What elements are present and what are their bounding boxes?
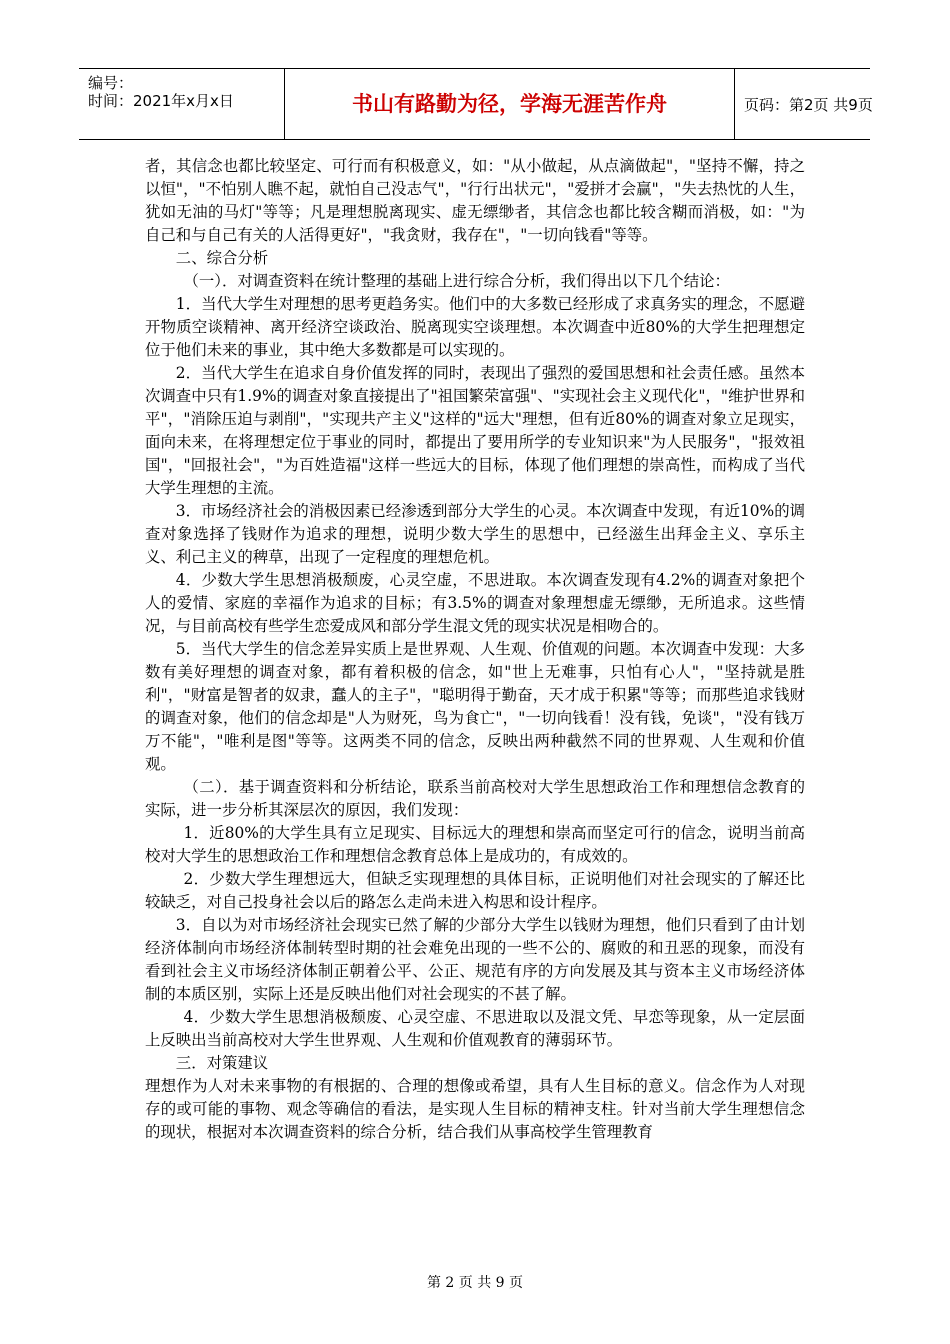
paragraph: 者，其信念也都比较坚定、可行而有积极意义，如："从小做起，从点滴做起"，"坚持不懈，持之以恒"，"不怕别人瞧不起，就怕自己没志气"，"行行出状元"，"爱拼才会赢"，"失去热忱的人生，犹如无油的马灯"等等；凡是理想脱离现实、虚无缥缈者，其信念也都比较含糊而消极，如："为自己和与自己有关的人活得更好"，"我贪财，我存在"，"一切向钱看"等等。 — [145, 157, 805, 244]
header-meta-cell — [79, 69, 284, 139]
paragraph: 1．当代大学生对理想的思考更趋务实。他们中的大多数已经形成了求真务实的理念，不愿避开物质空谈精神、离开经济空谈政治、脱离现实空谈理想。本次调查中近80%的大学生把理想定位于他们未来的事业，其中绝大多数都是可以实现的。 — [145, 295, 805, 359]
serial-label: 编号： — [88, 74, 134, 92]
date-label: 时间：2021年x月x日 — [88, 92, 234, 110]
paragraph: 1．近80%的大学生具有立足现实、目标远大的理想和崇高而坚定可行的信念，说明当前高校对大学生的思想政治工作和理想信念教育总体上是成功的，有成效的。 — [145, 824, 805, 865]
section-heading: 三．对策建议 — [175, 1054, 269, 1072]
paragraph: 3．市场经济社会的消极因素已经渗透到部分大学生的心灵。本次调查中发现，有近10%的调查对象选择了钱财作为追求的理想，说明少数大学生的思想中，已经滋生出拜金主义、享乐主义、利己主义的稗草，出现了一定程度的理想危机。 — [145, 502, 805, 566]
paragraph: 3．自以为对市场经济社会现实已然了解的少部分大学生以钱财为理想，他们只看到了由计划经济体制向市场经济体制转型时期的社会难免出现的一些不公的、腐败的和丑恶的现象，而没有看到社会主义市场经济体制正朝着公平、公正、规范有序的方向发展及其与资本主义市场经济体制的本质区别，实际上还是反映出他们对社会现实的不甚了解。 — [145, 916, 805, 1003]
paragraph: 理想作为人对未来事物的有根据的、合理的想像或希望，具有人生目标的意义。信念作为人对现存的或可能的事物、观念等确信的看法，是实现人生目标的精神支柱。针对当前大学生理想信念的现状，根据对本次调查资料的综合分析，结合我们从事高校学生管理教育 — [145, 1077, 805, 1141]
paragraph: （一）．对调查资料在统计整理的基础上进行综合分析，我们得出以下几个结论： — [183, 272, 730, 290]
page-header — [79, 68, 873, 140]
paragraph: 5．当代大学生的信念差异实质上是世界观、人生观、价值观的问题。本次调查中发现：大多数有美好理想的调查对象，都有着积极的信念，如"世上无难事，只怕有心人"，"坚持就是胜利"，"财富是智者的奴隶，蠢人的主子"，"聪明得于勤奋，天才成于积累"等等；而那些追求钱财的调查对象，他们的信念却是"人为财死，鸟为食亡"，"一切向钱看！没有钱，免谈"，"没有钱万万不能"，"唯利是图"等等。这两类不同的信念，反映出两种截然不同的世界观、人生观和价值观。 — [145, 640, 805, 773]
paragraph: 4．少数大学生思想消极颓废、心灵空虚、不思进取以及混文凭、早恋等现象，从一定层面上反映出当前高校对大学生世界观、人生观和价值观教育的薄弱环节。 — [145, 1008, 805, 1049]
paragraph: （二）．基于调查资料和分析结论，联系当前高校对大学生思想政治工作和理想信念教育的实际，进一步分析其深层次的原因，我们发现： — [145, 778, 805, 819]
page-footer: 第 2 页 共 9 页 — [426, 1275, 524, 1291]
header-page-info: 页码：第2页 共9页 — [744, 96, 873, 114]
header-page-cell — [734, 69, 873, 139]
document-body — [145, 155, 805, 1144]
paragraph: 2．少数大学生理想远大，但缺乏实现理想的具体目标，正说明他们对社会现实的了解还比较缺乏，对自己投身社会以后的路怎么走尚未进入构思和设计程序。 — [145, 870, 805, 911]
section-heading: 二、综合分析 — [175, 249, 269, 267]
motto: 书山有路勤为径，学海无涯苦作舟 — [352, 92, 667, 116]
header-motto-cell — [284, 69, 735, 139]
paragraph: 2．当代大学生在追求自身价值发挥的同时，表现出了强烈的爱国思想和社会责任感。虽然本次调查中只有1.9%的调查对象直接提出了"祖国繁荣富强"、"实现社会主义现代化"，"维护世界和平"，"消除压迫与剥削"，"实现共产主义"这样的"远大"理想，但有近80%的调查对象立足现实，面向未来，在将理想定位于事业的同时，都提出了要用所学的专业知识来"为人民服务"，"报效祖国"，"回报社会"，"为百姓造福"这样一些远大的目标，体现了他们理想的崇高性，而构成了当代大学生理想的主流。 — [145, 364, 805, 497]
paragraph: 4．少数大学生思想消极颓废，心灵空虚，不思进取。本次调查发现有4.2%的调查对象把个人的爱情、家庭的幸福作为追求的目标；有3.5%的调查对象理想虚无缥缈，无所追求。这些情况，与目前高校有些学生恋爱成风和部分学生混文凭的现实状况是相吻合的。 — [145, 571, 805, 635]
